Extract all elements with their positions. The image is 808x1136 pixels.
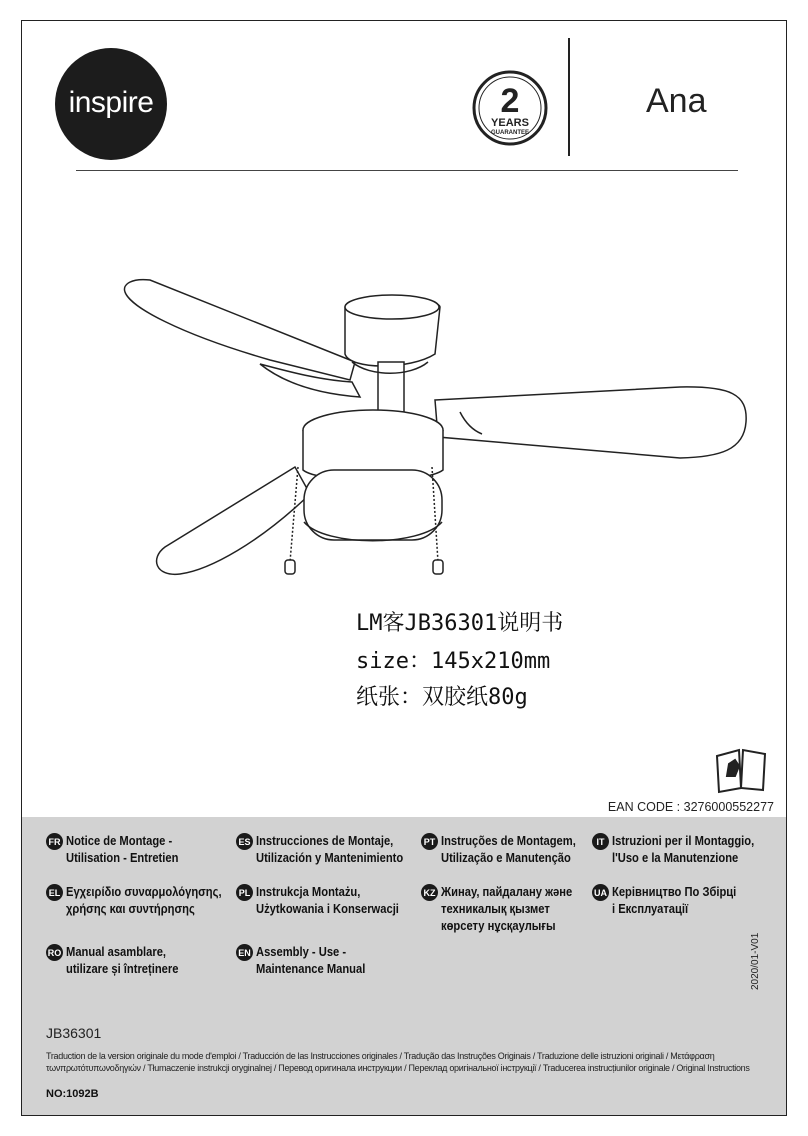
manual-title: Instrucciones de Montaje, Utilización y Mantenimiento <box>256 833 404 865</box>
manual-title: Assembly - Use - Maintenance Manual <box>256 944 366 976</box>
spec-line-1: LM客JB36301说明书 <box>356 611 564 636</box>
language-code-badge: PL <box>236 884 253 901</box>
document-number: NO:1092B <box>46 1088 99 1100</box>
manual-ua <box>592 883 757 917</box>
manual-en <box>236 943 383 977</box>
manual-ro <box>46 943 197 977</box>
read-manual-icon <box>713 742 769 794</box>
spec-line-2: size：145x210mm <box>356 649 551 674</box>
svg-text:2: 2 <box>500 82 520 120</box>
spec-line-3: 纸张：双胶纸80g <box>356 685 528 710</box>
language-code-badge: EL <box>46 884 63 901</box>
manual-title: Manual asamblare, utilizare și întreținere <box>66 944 179 976</box>
svg-text:YEARS: YEARS <box>491 117 529 129</box>
guarantee-badge <box>472 70 548 146</box>
manual-title: Εγχειρίδιο συναρμολόγησης, χρήσης και συντήρησης <box>66 884 222 916</box>
manual-es <box>236 832 427 866</box>
manual-title: Жинау, пайдалану және техникалық қызмет көрсету нұсқаулығы <box>441 884 573 933</box>
language-code-badge: PT <box>421 833 438 850</box>
language-code-badge: RO <box>46 944 63 961</box>
ean-code: EAN CODE : 3276000552277 <box>607 800 774 814</box>
translation-note: Traduction de la version originale du mode d'emploi / Traducción de las Instrucciones originales / Tradução das Instruções Originais / Traduzione delle istruzioni originali / Μετάφραση τωνπρωτότυπωνοδηγιών / Tłumaczenie instrukcji oryginalnej / Перевод оригинала инструкции / Переклад оригінальної інструкції / Traducerea instrucțiunilor originale / Original Instructions <box>46 1051 750 1073</box>
language-code-badge: IT <box>592 833 609 850</box>
product-reference: JB36301 <box>46 1025 102 1041</box>
manual-fr <box>46 832 197 866</box>
manual-title: Instrukcja Montażu, Użytkowania i Konserwacji <box>256 884 399 916</box>
manual-it <box>592 832 777 866</box>
manual-title: Notice de Montage - Utilisation - Entretien <box>66 833 179 865</box>
inspire-logo <box>55 48 167 160</box>
version-code: 2020/01-V01 <box>750 932 761 990</box>
language-code-badge: FR <box>46 833 63 850</box>
manual-title: Instruções de Montagem, Utilização e Manutenção <box>441 833 576 865</box>
brand-name: inspire <box>68 86 154 119</box>
model-name: Ana <box>646 82 707 120</box>
language-code-badge: ES <box>236 833 253 850</box>
header-divider <box>568 38 570 156</box>
manual-pl <box>236 883 422 917</box>
svg-text:GUARANTEE: GUARANTEE <box>490 130 530 136</box>
header-rule <box>76 170 738 171</box>
manual-title: Керівництво По Збірці і Експлуатації <box>612 884 737 916</box>
ceiling-fan-illustration <box>120 262 760 592</box>
manual-pt <box>421 832 598 866</box>
manual-title: Istruzioni per il Montaggio, l'Uso e la Manutenzione <box>612 833 755 865</box>
manual-kz <box>421 883 594 934</box>
language-code-badge: KZ <box>421 884 438 901</box>
manual-el <box>46 883 247 917</box>
language-code-badge: UA <box>592 884 609 901</box>
language-code-badge: EN <box>236 944 253 961</box>
